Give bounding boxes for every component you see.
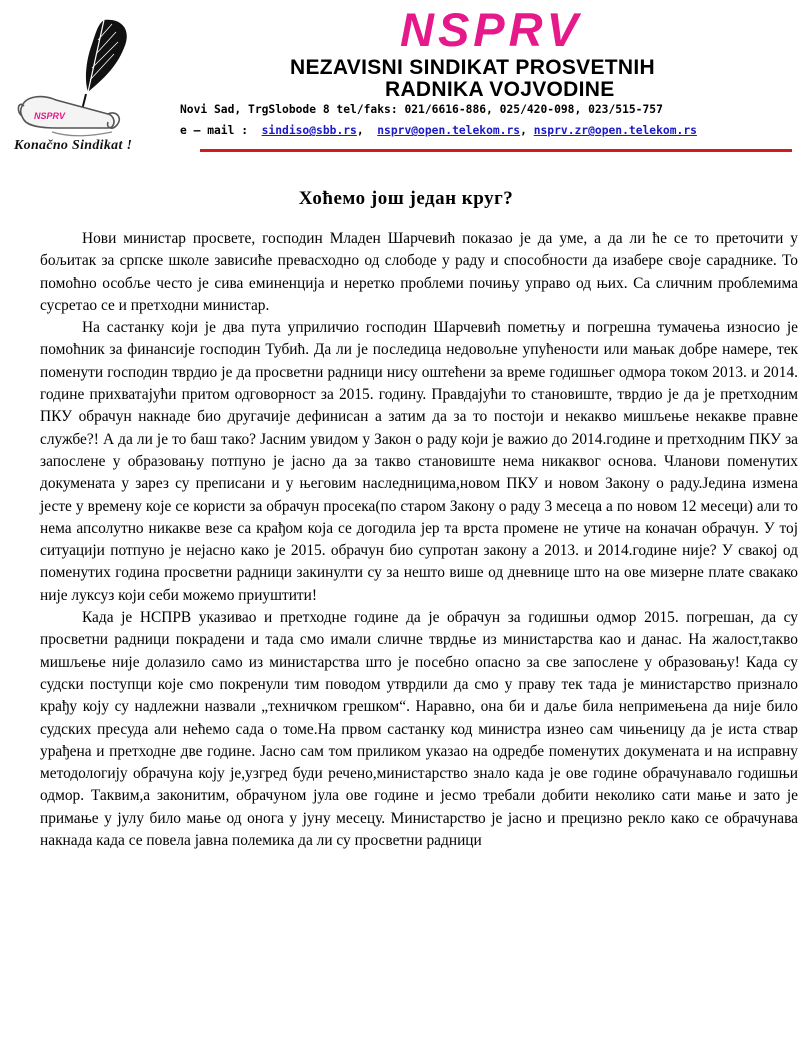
email-link-nsprv-zr[interactable]: nsprv.zr@open.telekom.rs (533, 124, 697, 137)
header-divider (200, 149, 792, 152)
org-name-line2: RADNIKA VOJVODINE (385, 78, 615, 101)
email-link-nsprv[interactable]: nsprv@open.telekom.rs (377, 124, 521, 137)
paragraph-1: Нови министар просвете, господин Младен Шарчевић показао је да уме, а да ли ће се то преточити у бољитак за српске школе зависиће превасходно од слободе у раду и способности да изабере своје сараднике. То помоћно особље често је сива еминенција и неретко проблеми почињу управо од њих. Са сличним проблемима сусретао се и претходни министар. (40, 230, 798, 314)
email-link-sindiso[interactable]: sindiso@sbb.rs (261, 124, 357, 137)
paragraph-3: Када је НСПРВ указивао и претходне године да је обрачун за годишњи одмор 2015. погрешан, да су просветни радници покрадени и тада смо имали сличне тврдње из министарства као и данас. На жалост,такво мишљење није долазило само из министарства што је посебно опасно за све запослене у образовању! Када су судски поступци које смо покренули тим поводом утврдили да смо у праву тек тада је министарство признало крађу коју су надлежни назвали „техничком грешком“. Наравно, она би и даље била непримењена да није било судских пресуда али нећемо сада о томе.На првом састанку код министра изнео сам чињеницу да је иста ствар урађена и претходне две године. Јасно сам том приликом указао на одредбе поменутих докумената и на исправну методологију обрачуна коју је,узгред буди речено,министарство знало када је ове године обрачунавало годишњи одмор. Таквим,а законитим, обрачуном јула ове године и јесмо требали добити неколико сати мање и зато је примање у јулу било мање од онога у јуну месецу. Министарство је јасно и прецизно рекло како се обрачунава накнада када се повела јавна полемика да ли су просветни радници (40, 609, 798, 850)
document-body (40, 228, 798, 852)
email-label: e – mail : (180, 124, 249, 137)
brand-logo: NSPRV (400, 3, 582, 56)
document-title: Хоћемо још један круг? (298, 188, 514, 209)
paragraph-2: На састанку који је два пута уприличио господин Шарчевић пометњу и погрешна тумачења износио је помоћник за финансије господин Тубић. Да ли је последица недовољне упућености или мањак добре намере, тек поменути господин тврдио је да просветни радници нису оштећени за време годишњег одмора током 2013. и 2014. године прихватајући притом одговорност за 2015. годину. Правдајући то становиште, тврдио је да је претходним ПКУ обрачун накнаде био другачије дефинисан а затим да за то постоји и некакво мишљење некакве правне службе?! А да ли је то баш тако? Јасним увидом у Закон о раду који је важио до 2014.године и претходним ПКУ за запослене у образовању потпуно је јасно да за такво становиште нема никаквог основа. Чланови поменутих докумената у зарез су преписани и у његовим наследницима,новом ПКУ и новом Закону о раду.Једина измена јесте у времену које се користи за обрачун просека(по старом Закону о раду 3 месеца а по новом 12 месеци) али то нема апсолутно никакве везе са крађом која се догодила јер та врста промене не утиче на коначан обрачун. У тој ситуацији потпуно је нејасно како је 2015. обрачун био супротан закону а 2013. и 2014.године није? У свакој од поменутих година просветни радници закинулти су за нешто више од дневнице што на ове мизерне плате свакако није луксуз који себи можемо приуштити! (40, 319, 798, 604)
motto: Konačno Sindikat ! (14, 138, 133, 153)
contact-emails: e – mail : sindiso@sbb.rs, nsprv@open.telekom.rs, nsprv.zr@open.telekom.rs (180, 124, 697, 137)
org-name-line1: NEZAVISNI SINDIKAT PROSVETNIH (290, 56, 655, 79)
letterhead (0, 0, 812, 170)
contact-address: Novi Sad, TrgSlobode 8 tel/faks: 021/6616-886, 025/420-098, 023/515-757 (180, 103, 663, 116)
logo-text: NSPRV (34, 111, 66, 121)
